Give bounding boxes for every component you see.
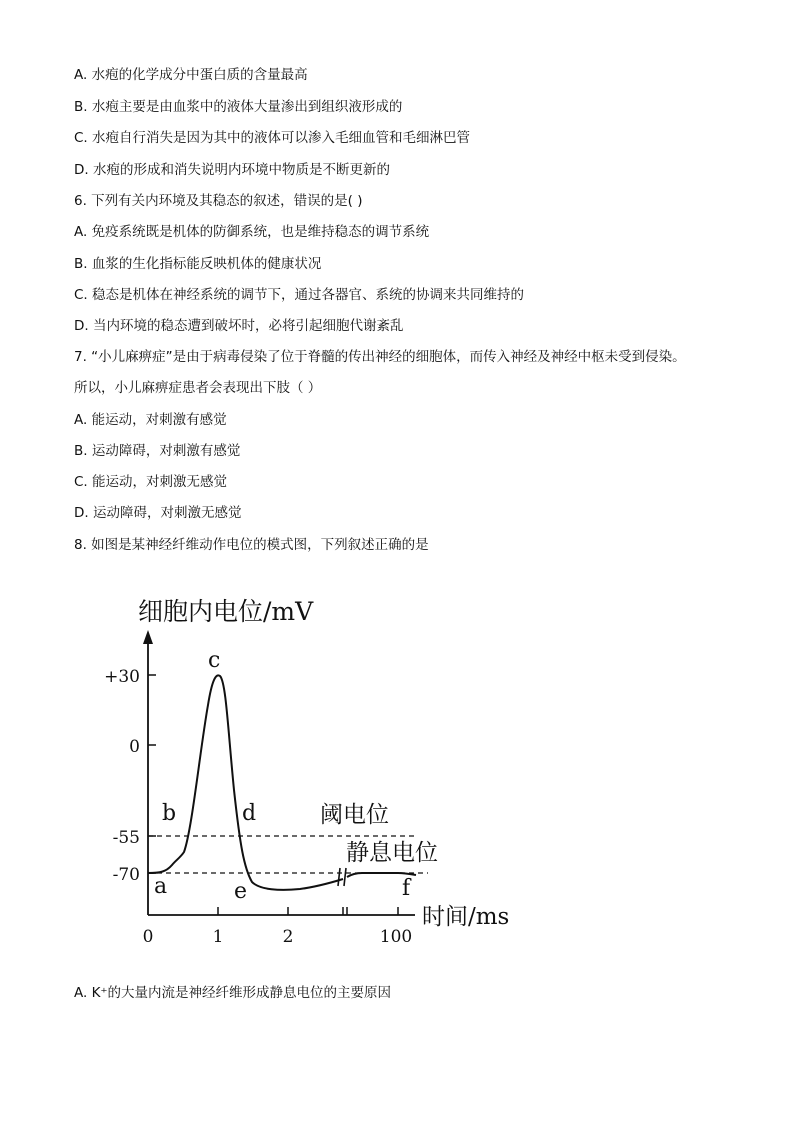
q8-option-a: A. K⁺的大量内流是神经纤维形成静息电位的主要原因	[74, 985, 392, 1001]
q6-stem: 6. 下列有关内环境及其稳态的叙述，错误的是( )	[74, 193, 363, 209]
point-label-d: d	[242, 801, 257, 826]
curve-break-right	[344, 868, 346, 886]
q7-stem-line2: 所以，小儿麻痹症患者会表现出下肢（ ）	[74, 380, 322, 396]
point-label-c: c	[208, 648, 221, 673]
x-tick-label-2: 2	[282, 927, 294, 947]
point-label-a: a	[154, 874, 168, 899]
x-tick-label-100: 100	[379, 927, 413, 947]
x-tick-label-1: 1	[212, 927, 224, 947]
q7-option-d: D. 运动障碍，对刺激无感觉	[74, 505, 242, 521]
q7-option-a: A. 能运动，对刺激有感觉	[74, 412, 227, 428]
y-tick-label-0: 0	[129, 737, 140, 757]
x-tick-label-0: 0	[142, 927, 154, 947]
action-potential-figure	[100, 590, 540, 950]
y-axis-label: 细胞内电位/mV	[138, 597, 314, 626]
q7-stem-line1: 7. “小儿麻痹症”是由于病毒侵染了位于脊髓的传出神经的细胞体，而传入神经及神经中枢未受到侵染。	[74, 349, 686, 365]
point-label-e: e	[234, 879, 248, 904]
q5-option-b: B. 水疱主要是由血浆中的液体大量渗出到组织液形成的	[74, 99, 403, 115]
q6-option-b: B. 血浆的生化指标能反映机体的健康状况	[74, 256, 322, 272]
resting-label: 静息电位	[346, 840, 438, 866]
q8-stem: 8. 如图是某神经纤维动作电位的模式图，下列叙述正确的是	[74, 537, 429, 553]
threshold-label: 阈电位	[320, 802, 389, 828]
curve-break-left	[338, 868, 340, 886]
q7-option-b: B. 运动障碍，对刺激有感觉	[74, 443, 241, 459]
q6-option-a: A. 免疫系统既是机体的防御系统，也是维持稳态的调节系统	[74, 224, 430, 240]
x-axis-label: 时间/ms	[422, 904, 510, 930]
q7-option-c: C. 能运动，对刺激无感觉	[74, 474, 228, 490]
q6-option-c: C. 稳态是机体在神经系统的调节下，通过各器官、系统的协调来共同维持的	[74, 287, 525, 303]
y-axis-arrow	[143, 630, 153, 644]
point-label-b: b	[162, 801, 177, 826]
q6-option-d: D. 当内环境的稳态遭到破坏时，必将引起细胞代谢紊乱	[74, 318, 404, 334]
y-tick-label-30: +30	[104, 667, 140, 687]
y-tick-label-neg70: -70	[112, 865, 140, 885]
action-potential-chart	[100, 590, 540, 950]
action-potential-curve	[148, 675, 343, 890]
q5-option-d: D. 水疱的形成和消失说明内环境中物质是不断更新的	[74, 162, 390, 178]
q5-option-c: C. 水疱自行消失是因为其中的液体可以渗入毛细血管和毛细淋巴管	[74, 130, 471, 146]
q5-option-a: A. 水疱的化学成分中蛋白质的含量最高	[74, 67, 308, 83]
y-tick-label-neg55: -55	[112, 828, 140, 848]
point-label-f: f	[402, 876, 411, 901]
